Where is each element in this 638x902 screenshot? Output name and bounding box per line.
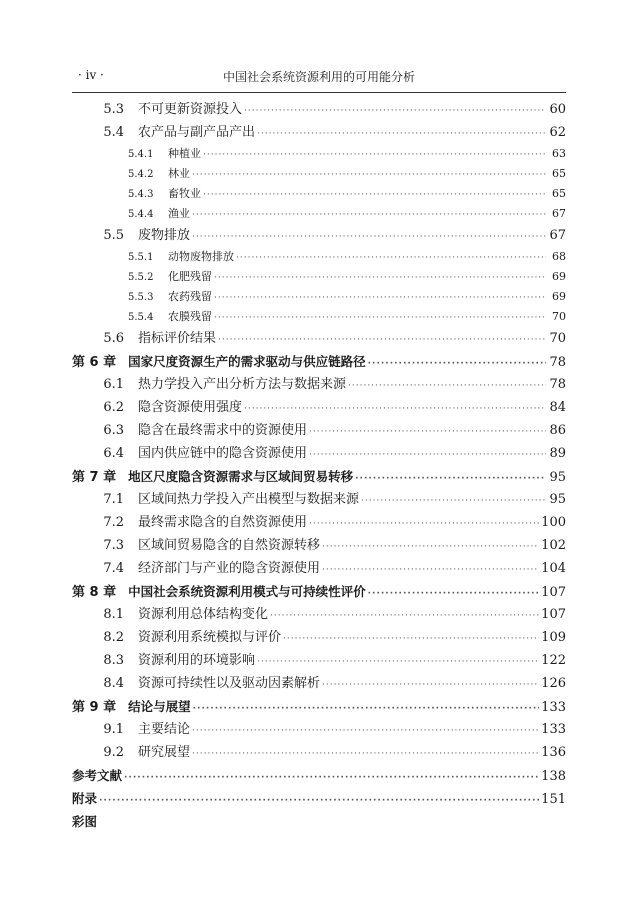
toc-dot-leader [236, 248, 546, 268]
toc-subsection-entry[interactable] [72, 144, 566, 164]
toc-dot-leader [192, 165, 546, 185]
toc-dot-leader [322, 559, 539, 582]
toc-entry-title: 研究展望 [138, 745, 191, 760]
toc-dot-leader [270, 605, 539, 628]
toc-dot-leader [309, 444, 546, 467]
toc-dot-leader [124, 767, 539, 790]
toc-subsection-entry[interactable] [72, 307, 566, 327]
toc-entry-number: 7.2 [103, 515, 124, 530]
toc-entry-title: 渔业 [168, 207, 190, 220]
toc-dot-leader [214, 268, 546, 288]
toc-entry-number: 7.1 [103, 492, 124, 507]
toc-dot-leader [214, 288, 546, 308]
toc-section-entry[interactable] [72, 557, 566, 580]
toc-section-entry[interactable] [72, 626, 566, 649]
toc-entry-number: 5.5.1 [128, 252, 154, 263]
toc-entry-title: 资源利用的环境影响 [138, 653, 256, 668]
toc-entry-title: 资源利用总体结构变化 [138, 607, 269, 622]
toc-entry-title: 农膜残留 [168, 310, 212, 323]
toc-entry-number: 6.2 [103, 400, 124, 415]
toc-page-number: 122 [541, 653, 566, 668]
toc-page-number: 95 [549, 470, 566, 485]
toc-page-number: 60 [549, 102, 566, 117]
toc-entry-title: 参考文献 [72, 768, 123, 783]
toc-section-entry[interactable] [72, 603, 566, 626]
toc-page-number: 65 [552, 187, 566, 200]
toc-page-number: 107 [541, 607, 566, 622]
toc-dot-leader [218, 329, 546, 352]
toc-entry-title: 主要结论 [138, 722, 191, 737]
toc-page-number: 133 [541, 722, 566, 737]
toc-entry-number: 5.3 [103, 102, 124, 117]
toc-entry-title: 国家尺度资源生产的需求驱动与供应链路径 [128, 354, 366, 369]
toc-page-number: 69 [552, 270, 566, 283]
toc-entry-number: 5.6 [103, 331, 124, 346]
toc-dot-leader [348, 375, 546, 398]
toc-entry-title: 种植业 [168, 147, 201, 160]
toc-entry-title: 最终需求隐含的自然资源使用 [138, 515, 308, 530]
toc-entry-number: 5.4.1 [128, 149, 154, 160]
toc-entry-number: 9.1 [103, 722, 124, 737]
toc-entry-number: 6.1 [103, 377, 124, 392]
toc-section-entry[interactable] [72, 224, 566, 247]
toc-entry-title: 中国社会系统资源利用模式与可持续性评价 [128, 584, 366, 599]
toc-entry-title: 畜牧业 [168, 187, 201, 200]
toc-dot-leader [309, 513, 539, 536]
toc-chapter-entry[interactable] [72, 787, 566, 810]
toc-dot-leader [214, 308, 546, 328]
toc-entry-title: 经济部门与产业的隐含资源使用 [138, 561, 321, 576]
toc-page-number: 109 [541, 630, 566, 645]
toc-entry-title: 附录 [72, 791, 98, 806]
toc-section-entry[interactable] [72, 488, 566, 511]
toc-entry-title: 农药残留 [168, 290, 212, 303]
toc-entry-title: 热力学投入产出分析方法与数据来源 [138, 377, 347, 392]
toc-section-entry[interactable] [72, 672, 566, 695]
toc-entry-title: 隐含资源使用强度 [138, 400, 243, 415]
toc-dot-leader [368, 583, 540, 606]
toc-section-entry[interactable] [72, 511, 566, 534]
toc-entry-number: 9.2 [103, 745, 124, 760]
toc-page-number: 70 [552, 310, 566, 323]
toc-page-number: 126 [541, 676, 566, 691]
toc-subsection-entry[interactable] [72, 267, 566, 287]
toc-entry-title: 动物废物排放 [168, 250, 234, 263]
toc-entry-title: 隐含在最终需求中的资源使用 [138, 423, 308, 438]
toc-page-number: 67 [552, 207, 566, 220]
toc-subsection-entry[interactable] [72, 164, 566, 184]
toc-entry-title: 地区尺度隐含资源需求与区域间贸易转移 [128, 469, 354, 484]
toc-dot-leader [257, 123, 546, 146]
toc-entry-number: 7.3 [103, 538, 124, 553]
toc-section-entry[interactable] [72, 419, 566, 442]
toc-chapter-entry[interactable] [72, 695, 566, 718]
toc-entry-number: 第 8 章 [72, 585, 117, 600]
toc-section-entry[interactable] [72, 98, 566, 121]
toc-page-number: 89 [549, 446, 566, 461]
toc-page-number: 95 [549, 492, 566, 507]
running-header [72, 66, 566, 86]
toc-entry-title: 资源利用系统模拟与评价 [138, 630, 282, 645]
toc-entry-number: 5.5.2 [128, 272, 154, 283]
toc-entry-number: 第 7 章 [72, 470, 117, 485]
toc-section-entry[interactable] [72, 373, 566, 396]
page-number: · iv · [78, 68, 104, 82]
toc-dot-leader [192, 720, 539, 743]
toc-dot-leader [193, 698, 540, 721]
toc-entry-title: 结论与展望 [128, 699, 191, 714]
table-of-contents [72, 98, 566, 833]
toc-page-number: 136 [541, 745, 566, 760]
toc-page-number: 78 [549, 355, 566, 370]
toc-dot-leader [322, 536, 539, 559]
toc-page-number: 69 [552, 290, 566, 303]
toc-section-entry[interactable] [72, 327, 566, 350]
toc-entry-title: 指标评价结果 [138, 331, 217, 346]
toc-entry-number: 8.3 [103, 653, 124, 668]
toc-page-number: 86 [549, 423, 566, 438]
toc-page-number: 68 [552, 250, 566, 263]
toc-entry-number: 6.4 [103, 446, 124, 461]
toc-page-number: 84 [549, 400, 566, 415]
toc-chapter-entry[interactable] [72, 764, 566, 787]
toc-dot-leader [192, 205, 546, 225]
toc-section-entry[interactable] [72, 121, 566, 144]
toc-entry-title: 资源可持续性以及驱动因素解析 [138, 676, 321, 691]
toc-entry-number: 5.4.2 [128, 169, 154, 180]
toc-entry-title: 区域间贸易隐含的自然资源转移 [138, 538, 321, 553]
toc-dot-leader [203, 185, 546, 205]
toc-dot-leader [192, 743, 539, 766]
toc-chapter-entry[interactable] [72, 810, 566, 833]
toc-dot-leader [203, 145, 546, 165]
toc-dot-leader [99, 790, 539, 813]
toc-page-number: 70 [549, 331, 566, 346]
toc-entry-title: 不可更新资源投入 [138, 102, 243, 117]
toc-page-number: 65 [552, 167, 566, 180]
toc-entry-number: 5.4.3 [128, 189, 154, 200]
running-title: 中国社会系统资源利用的可用能分析 [222, 70, 415, 84]
toc-entry-number: 5.4 [103, 125, 124, 140]
toc-page-number: 67 [549, 228, 566, 243]
toc-entry-title: 国内供应链中的隐含资源使用 [138, 446, 308, 461]
toc-chapter-entry[interactable] [72, 350, 566, 373]
toc-dot-leader [322, 674, 539, 697]
toc-section-entry[interactable] [72, 442, 566, 465]
toc-page-number: 62 [549, 125, 566, 140]
toc-dot-leader [309, 421, 546, 444]
toc-page-number: 138 [541, 769, 566, 784]
toc-subsection-entry[interactable] [72, 247, 566, 267]
toc-dot-leader [355, 468, 546, 491]
toc-subsection-entry[interactable] [72, 184, 566, 204]
toc-dot-leader [244, 100, 546, 123]
toc-page-number: 107 [541, 585, 566, 600]
toc-entry-title: 废物排放 [138, 228, 191, 243]
toc-page-number: 151 [541, 792, 566, 807]
toc-page-number: 133 [541, 700, 566, 715]
toc-dot-leader [361, 490, 546, 513]
toc-entry-number: 6.3 [103, 423, 124, 438]
toc-section-entry[interactable] [72, 741, 566, 764]
toc-entry-number: 8.1 [103, 607, 124, 622]
toc-page-number: 102 [541, 538, 566, 553]
header-divider [72, 92, 566, 93]
toc-entry-number: 第 9 章 [72, 700, 117, 715]
toc-section-entry[interactable] [72, 718, 566, 741]
toc-page-number: 104 [541, 561, 566, 576]
toc-entry-number: 7.4 [103, 561, 124, 576]
toc-dot-leader [283, 628, 539, 651]
toc-chapter-entry[interactable] [72, 580, 566, 603]
toc-dot-leader [192, 226, 546, 249]
toc-dot-leader [244, 398, 546, 421]
toc-entry-title: 林业 [168, 167, 190, 180]
toc-entry-title: 化肥残留 [168, 270, 212, 283]
toc-section-entry[interactable] [72, 396, 566, 419]
toc-entry-title: 彩图 [72, 814, 98, 829]
toc-subsection-entry[interactable] [72, 204, 566, 224]
toc-subsection-entry[interactable] [72, 287, 566, 307]
toc-entry-number: 8.4 [103, 676, 124, 691]
toc-page-number: 100 [541, 515, 566, 530]
toc-section-entry[interactable] [72, 534, 566, 557]
toc-entry-number: 第 6 章 [72, 355, 117, 370]
toc-dot-leader [257, 651, 539, 674]
toc-entry-title: 农产品与副产品产出 [138, 125, 256, 140]
toc-page-number: 63 [552, 147, 566, 160]
toc-entry-title: 区域间热力学投入产出模型与数据来源 [138, 492, 360, 507]
toc-entry-number: 5.4.4 [128, 209, 154, 220]
toc-entry-number: 5.5 [103, 228, 124, 243]
toc-entry-number: 5.5.3 [128, 292, 154, 303]
toc-entry-number: 5.5.4 [128, 312, 154, 323]
toc-section-entry[interactable] [72, 649, 566, 672]
toc-chapter-entry[interactable] [72, 465, 566, 488]
toc-dot-leader [368, 353, 546, 376]
toc-page-number: 78 [549, 377, 566, 392]
toc-entry-number: 8.2 [103, 630, 124, 645]
